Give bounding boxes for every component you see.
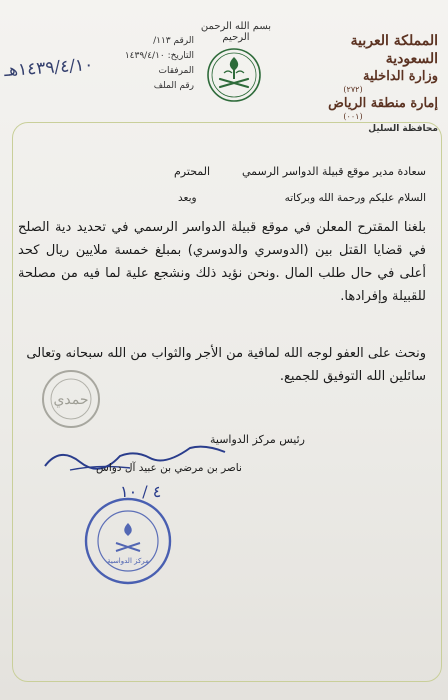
date-field: التاريخ: ١٤٣٩/٤/١٠ <box>124 51 194 61</box>
gray-seal-stamp <box>40 368 102 430</box>
governorate-name: محافظة السليل <box>368 124 438 134</box>
file-number-field: رقم الملف <box>153 81 194 91</box>
ministry-code: (٢٧٢) <box>343 85 363 94</box>
letter-paragraph-2: ونحث على العفو لوجه الله لمافية من الأجر والثواب من الله سبحانه وتعالى سائلين الله التوفيق للجميع. <box>26 346 426 384</box>
handwritten-date: ١٤٣٩/٤/١٠هـ <box>3 54 94 82</box>
honorific: المحترم <box>174 165 211 178</box>
blue-stamp-text: مركز الدواسية <box>107 557 149 565</box>
emirate-name: إمارة منطقة الرياض <box>328 96 438 111</box>
saudi-emblem-icon <box>206 47 262 103</box>
reference-number: الرقم ١١٣/ <box>153 36 194 46</box>
recipient: سعادة مدير موقع قبيلة الدواسر الرسمي <box>242 165 426 178</box>
greeting-line <box>18 192 426 204</box>
signatory-title: رئيس مركز الدواسية <box>210 433 305 446</box>
letterhead-fields <box>84 34 194 94</box>
signature-date: ٤ / ١٠ <box>120 482 162 501</box>
emirate-code: (٠٠١) <box>343 112 363 121</box>
after-word: وبعد <box>178 192 197 204</box>
basmala: بسم الله الرحمن الرحيم <box>200 21 272 43</box>
signatory-name: ناصر بن مرضي بن عبيد آل دواس <box>96 462 242 474</box>
blue-official-stamp <box>82 495 174 587</box>
attachments-field: المرفقات <box>158 66 194 76</box>
letterhead-authority <box>308 32 438 136</box>
greeting: السلام عليكم ورحمة الله وبركاته <box>284 192 426 204</box>
gray-stamp-text: حمدي <box>53 392 89 408</box>
kingdom-name: المملكة العربية السعودية <box>350 33 438 67</box>
letter-paragraph-1: بلغنا المقترح المعلن في موقع قبيلة الدواسر الرسمي في تحديد دية الصلح في قضايا القتل بين (الدوسري والدوسري) بمبلغ خمسة ملايين ريال كحد أعلى في حال طلب المال .ونحن نؤيد ذلك ونشجع علية لما فيه من مصلحة للقبيلة وإفرادها. <box>18 220 426 304</box>
recipient-line <box>18 165 426 178</box>
ministry-name: وزارة الداخلية <box>362 69 438 84</box>
